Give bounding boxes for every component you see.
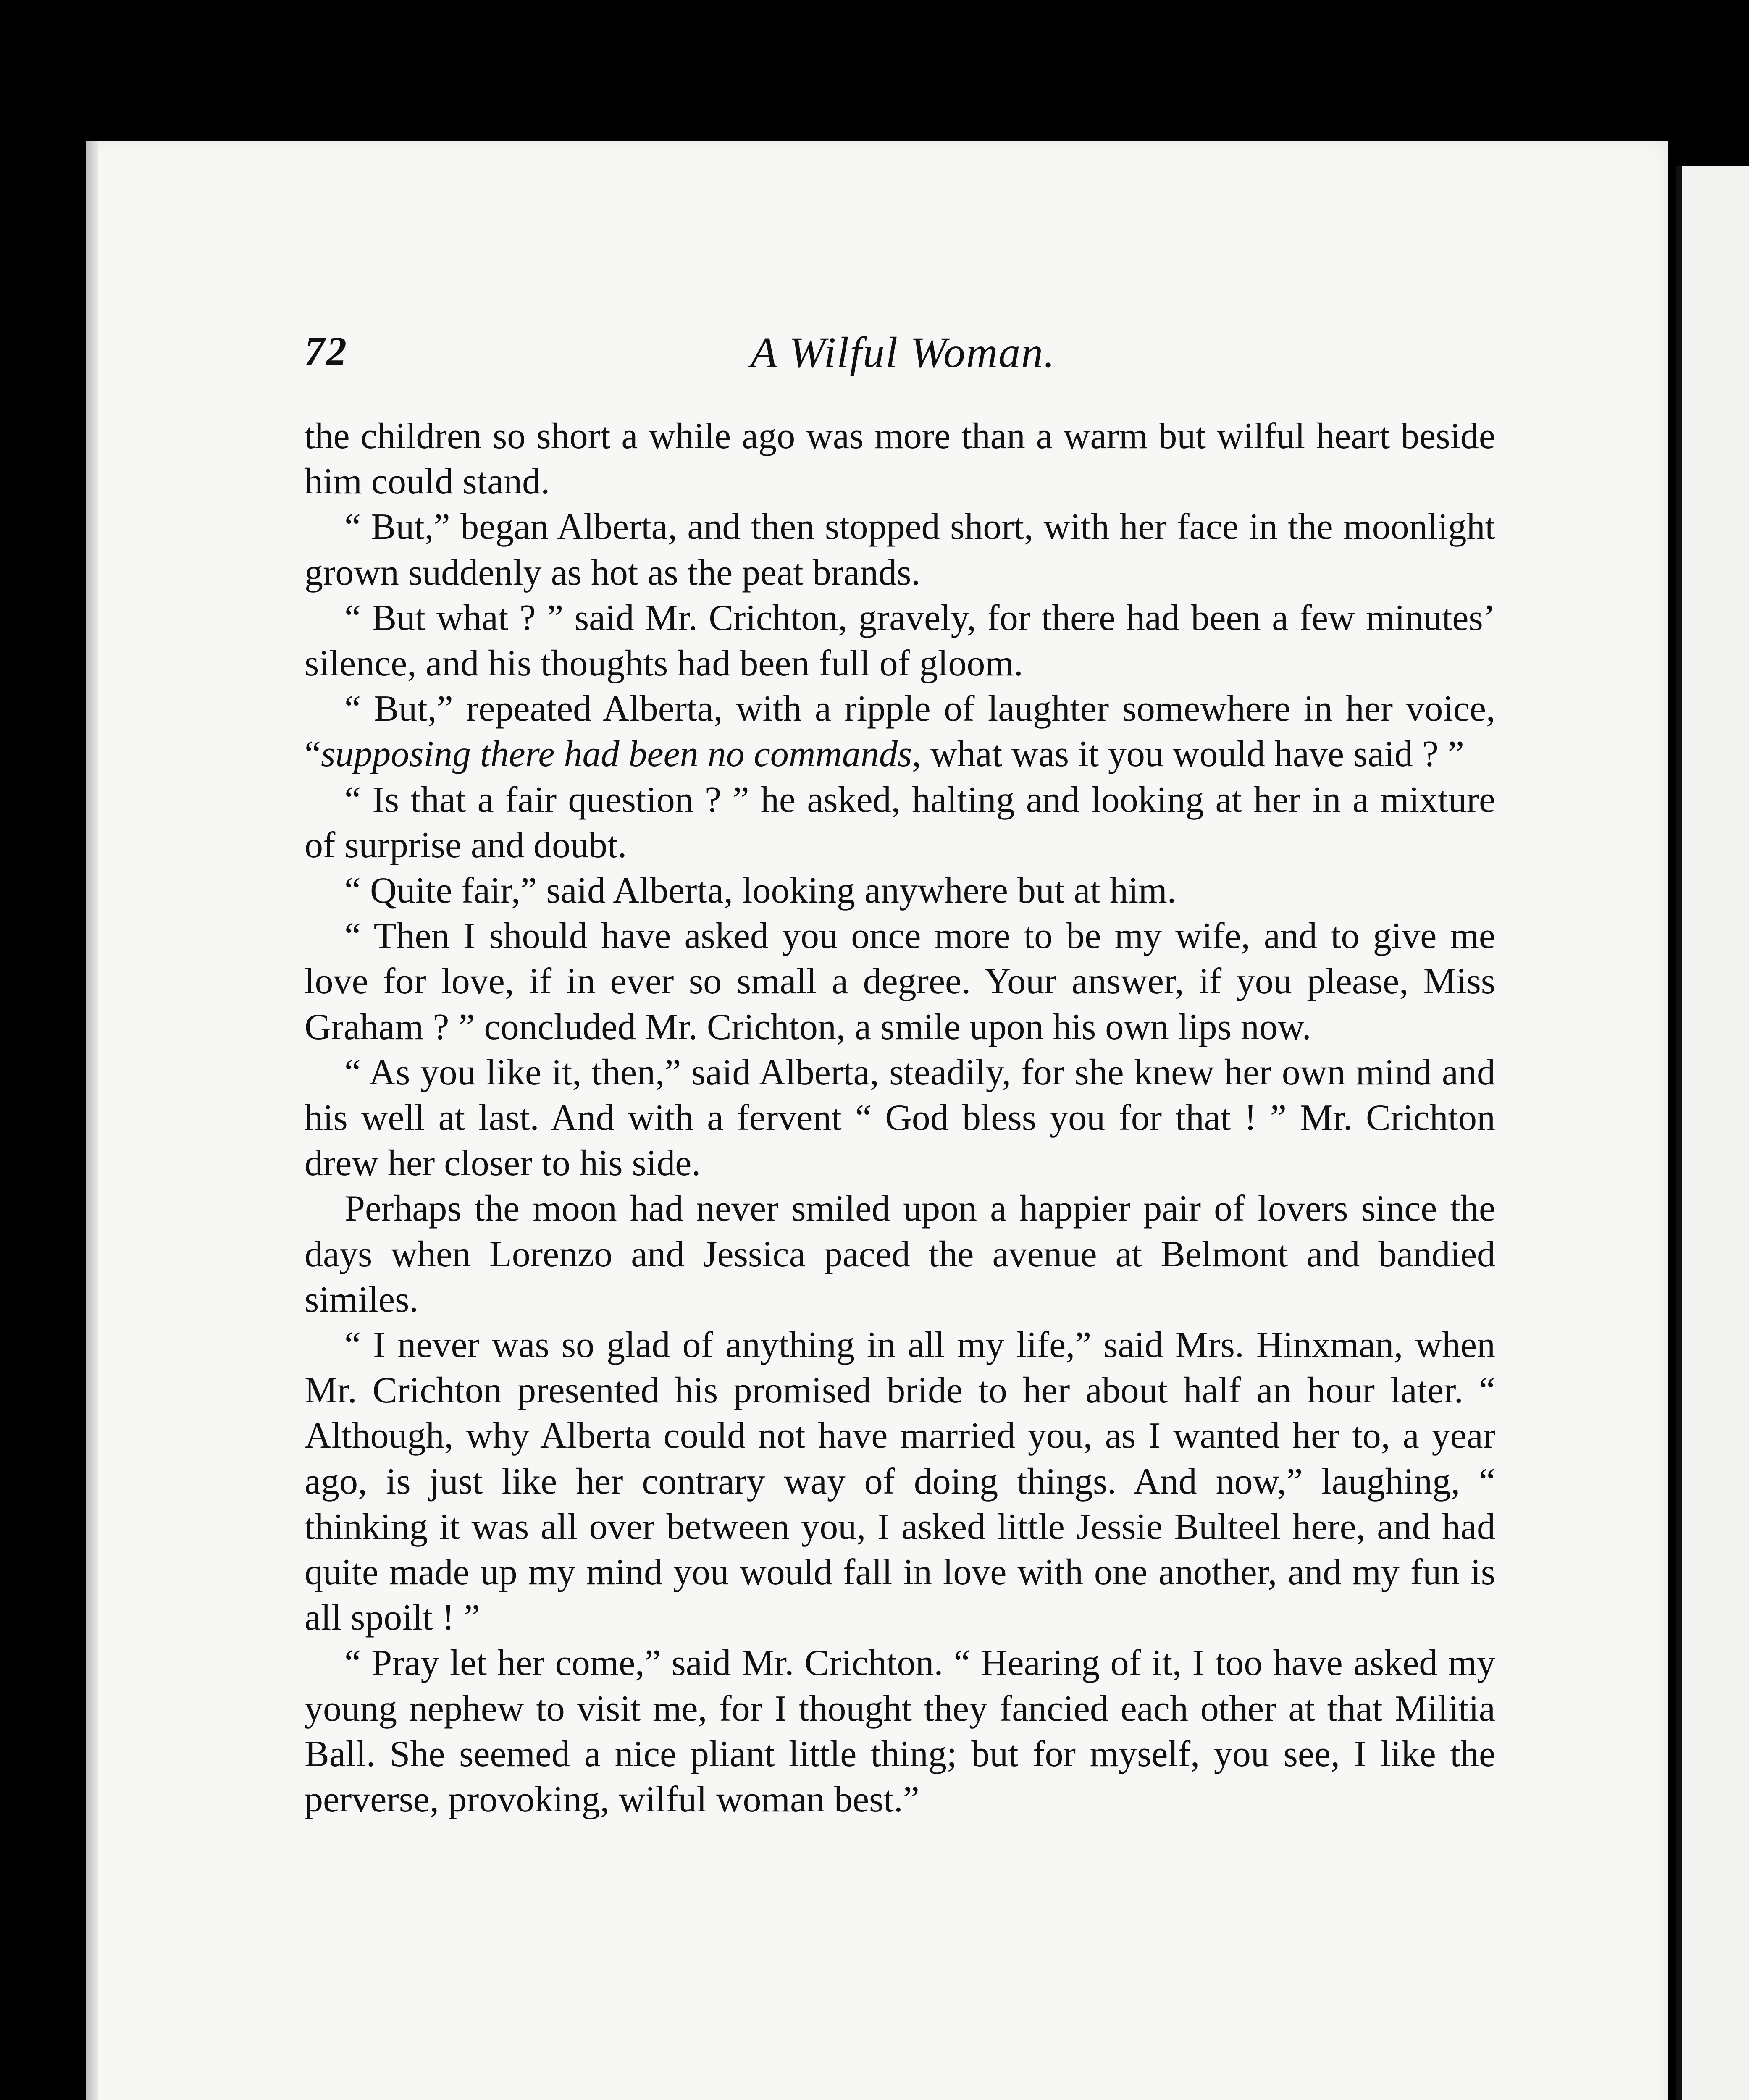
running-title: A Wilful Woman. (750, 328, 1056, 377)
paragraph: “ Pray let her come,” said Mr. Crichton. “ Hearing of it, I too have asked my young nephew to visit me, for I thought they fancied each other at that Militia Ball. She seemed a nice pliant little thing; but for myself, you see, I like the perverse, provoking, wilful woman best.” (305, 1643, 1495, 1820)
italic-phrase: supposing there had been no commands (321, 734, 912, 775)
paragraph: “ Then I should have asked you once more to be my wife, and to give me love for love, if in ever so small a degree. Your answer, if you please, Miss Graham ? ” concluded Mr. Crichton, a smile upon his own lips now. (305, 916, 1495, 1047)
body-text (305, 414, 1495, 1822)
paragraph-text: , what was it you would have said ? ” (912, 734, 1464, 775)
running-head (305, 328, 1502, 382)
paragraph: “ Quite fair,” said Alberta, looking anywhere but at him. (344, 870, 1177, 911)
paragraph: Perhaps the moon had never smiled upon a happier pair of lovers since the days when Lorenzo and Jessica paced the avenue at Belmont and bandied similes. (305, 1188, 1495, 1320)
page-gutter-shadow (86, 141, 98, 2100)
paragraph: the children so short a while ago was more than a warm but wilful heart beside him could stand. (305, 416, 1495, 502)
paragraph: “ But,” began Alberta, and then stopped short, with her face in the moonlight grown suddenly as hot as the peat brands. (305, 507, 1495, 593)
paragraph: “ Is that a fair question ? ” he asked, halting and looking at her in a mixture of surprise and doubt. (305, 779, 1495, 866)
paragraph: “ I never was so glad of anything in all my life,” said Mrs. Hinxman, when Mr. Crichton presented his promised bride to her about half an hour later. “ Although, why Alberta could not have married you, as I wanted her to, a year ago, is just like her contrary way of doing things. And now,” laughing, “ thinking it was all over between you, I asked little Jessie Bulteel here, and had quite made up my mind you would fall in love with one another, and my fun is all spoilt ! ” (305, 1325, 1495, 1638)
paragraph: “ As you like it, then,” said Alberta, steadily, for she knew her own mind and his well at last. And with a fervent “ God bless you for that ! ” Mr. Crichton drew her closer to his side. (305, 1052, 1495, 1184)
paragraph: “ But what ? ” said Mr. Crichton, gravely, for there had been a few minutes’ silence, and his thoughts had been full of gloom. (305, 597, 1495, 684)
paragraph (305, 686, 1495, 777)
page-number: 72 (305, 328, 348, 373)
paragraph-text: “ But,” repeated Alberta, with a ripple of laughter somewhere in her voice, “ (305, 688, 1495, 775)
adjacent-page-edge (1676, 166, 1749, 2100)
